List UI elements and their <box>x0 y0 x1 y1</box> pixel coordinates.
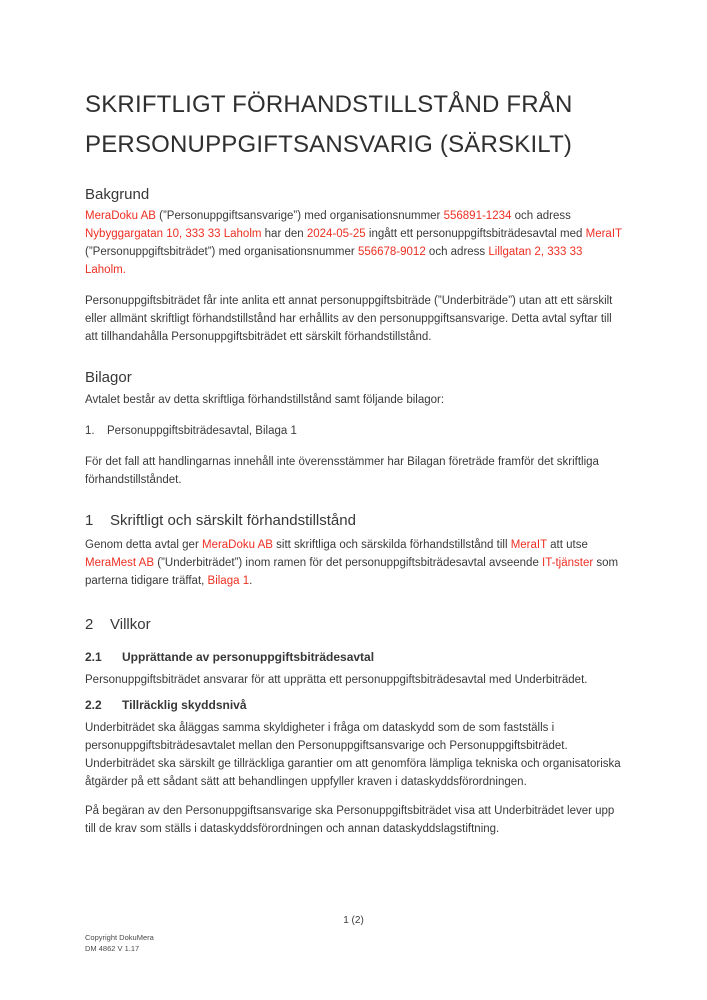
footer-doc-id: DM 4862 V 1.17 <box>85 943 140 953</box>
footer-copyright-line1: Copyright DokuMera <box>85 933 154 942</box>
heading-section-2-1-text: Upprättande av personuppgiftsbiträdesavtal <box>122 650 375 664</box>
list-item-number: 1. <box>85 425 95 437</box>
list-item-bilaga-1 <box>85 422 623 440</box>
text-segment: (”Personuppgiftsbiträdet”) med organisationsnummer <box>85 246 358 258</box>
field-value: 556891-1234 <box>443 210 512 222</box>
text-segment: har den <box>261 228 307 240</box>
field-value: IT-tjänster <box>542 557 594 569</box>
field-value: 556678-9012 <box>357 246 426 258</box>
text-segment: som parterna tidigare träffat, <box>85 557 619 587</box>
text-segment: sitt skriftliga och särskilda förhandstillstånd till <box>272 539 511 551</box>
text-segment: . <box>249 575 253 587</box>
heading-section-1-number: 1 <box>85 512 94 529</box>
text-segment: och adress <box>425 246 489 258</box>
paragraph-section-2-1: Personuppgiftsbiträdet ansvarar för att upprätta ett personuppgiftsbiträdesavtal med Underbiträdet. <box>85 674 588 686</box>
heading-section-2-1-number: 2.1 <box>85 650 102 664</box>
field-value: MeraIT <box>585 228 622 240</box>
page-number: 1 (2) <box>343 915 364 926</box>
heading-bakgrund: Bakgrund <box>85 186 150 203</box>
document-title-line2: PERSONUPPGIFTSANSVARIG (SÄRSKILT) <box>85 131 573 158</box>
heading-section-2-1 <box>85 649 623 665</box>
paragraph-bilagor-outro: För det fall att handlingarnas innehåll inte överensstämmer har Bilagan företräde framför det skriftliga förhandstillståndet. <box>85 456 599 486</box>
heading-section-2-number: 2 <box>85 616 94 633</box>
paragraph-section-2-2-b: På begäran av den Personuppgiftsansvarige ska Personuppgiftsbiträdet visa att Underbiträdet lever upp till de krav som ställs i dataskyddsförordningen och annan dataskyddslagstiftning. <box>85 805 615 835</box>
heading-section-2-text: Villkor <box>110 616 151 633</box>
paragraph-section-2-2-a: Underbiträdet ska åläggas samma skyldigheter i fråga om dataskydd som de som fastställs i personuppgiftsbiträdesavtalet mellan den Personuppgiftsansvarige och Personuppgiftsbiträdet. Underbiträdet ska särskilt ge tillräckliga garantier om att genomföra lämpliga tekniska och organisatoriska åtgärder på ett sådant sätt att behandlingen uppfyller kraven i dataskyddsförordningen. <box>85 722 621 788</box>
heading-section-2-2-number: 2.2 <box>85 698 102 712</box>
paragraph-bilagor-intro: Avtalet består av detta skriftliga förhandstillstånd samt följande bilagor: <box>85 394 445 406</box>
paragraph-bakgrund-1 <box>85 207 623 279</box>
footer-copyright <box>85 933 154 954</box>
text-segment: att utse <box>546 539 588 551</box>
field-value: Lillgatan 2, 333 33 Laholm. <box>85 246 583 276</box>
text-segment: (”Underbiträdet”) inom ramen för det personuppgiftsbiträdesavtal avseende <box>154 557 543 569</box>
document-title-line1: SKRIFTLIGT FÖRHANDSTILLSTÅND FRÅN <box>85 91 573 118</box>
field-value: MeraIT <box>510 539 547 551</box>
paragraph-bakgrund-2: Personuppgiftsbiträdet får inte anlita ett annat personuppgiftsbiträde (”Underbiträde”) utan att ett särskilt eller allmänt skriftligt förhandstillstånd har erhållits av den personuppgiftsansvarige. Detta avtal syftar till att tillhandahålla Personuppgiftsbiträdet ett särskilt förhandstillstånd. <box>85 295 613 343</box>
document-title <box>85 85 623 165</box>
heading-section-2-2-text: Tillräcklig skyddsnivå <box>122 698 247 712</box>
field-value: MeraMest AB <box>85 557 155 569</box>
text-segment: ingått ett personuppgiftsbiträdesavtal med <box>365 228 586 240</box>
heading-bilagor: Bilagor <box>85 369 132 386</box>
field-value: Nybyggargatan 10, 333 33 Laholm <box>85 228 262 240</box>
text-segment: Genom detta avtal ger <box>85 539 202 551</box>
heading-section-1-text: Skriftligt och särskilt förhandstillstånd <box>110 512 356 529</box>
field-value: 2024-05-25 <box>306 228 366 240</box>
text-segment: och adress <box>511 210 571 222</box>
heading-section-2 <box>85 615 623 635</box>
heading-section-2-2 <box>85 697 623 713</box>
text-segment: (”Personuppgiftsansvarige”) med organisationsnummer <box>155 210 444 222</box>
field-value: MeraDoku AB <box>201 539 273 551</box>
paragraph-section-1 <box>85 536 623 590</box>
list-item-text: Personuppgiftsbiträdesavtal, Bilaga 1 <box>107 425 297 437</box>
heading-section-1 <box>85 511 623 531</box>
field-value: Bilaga 1 <box>207 575 250 587</box>
field-value: MeraDoku AB <box>85 210 156 222</box>
